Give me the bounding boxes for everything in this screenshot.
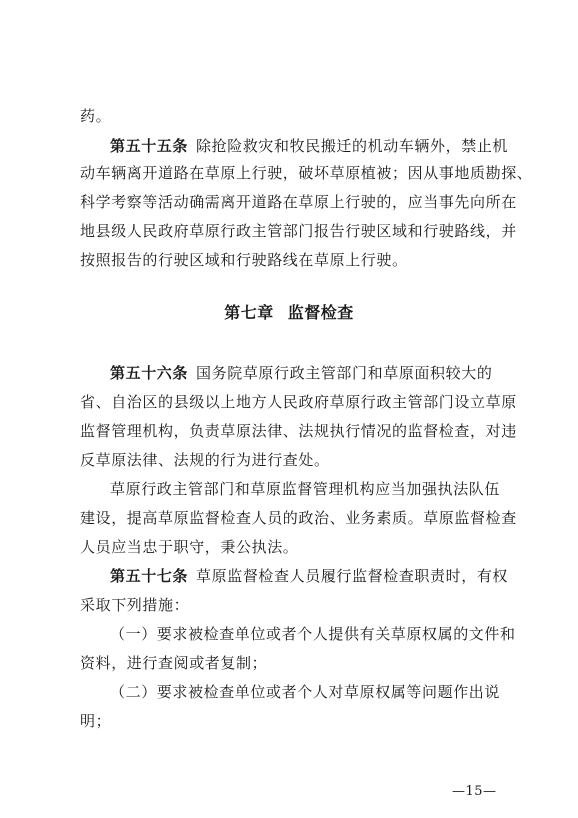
article-number: 第五十六条 [110, 364, 189, 382]
text-line: 建设，提高草原监督检查人员的政治、业务素质。草原监督检查 [80, 509, 517, 527]
page-number: —15— [452, 784, 497, 799]
text-line: 采取下列措施： [80, 596, 190, 614]
text-line: 按照报告的行驶区域和行驶路线在草原上行驶。 [80, 251, 408, 269]
text-line: 药。 [80, 107, 112, 125]
chapter-heading [0, 302, 578, 324]
text-line: 动车辆离开道路在草原上行驶，破坏草原植被；因从事地质勘探、 [80, 164, 533, 182]
text-line: （二）要求被检查单位或者个人对草原权属等问题作出说 [110, 683, 501, 701]
text-line [110, 363, 510, 383]
text-line: 人员应当忠于职守，秉公执法。 [80, 538, 299, 556]
text-line: 资料，进行查阅或者复制； [80, 654, 268, 672]
text-line: 地县级人民政府草原行政主管部门报告行驶区域和行驶路线，并 [80, 222, 517, 240]
text-line: 监督管理机构，负责草原法律、法规执行情况的监督检查，对违 [80, 422, 517, 440]
text-line: 反草原法律、法规的行为进行查处。 [80, 451, 330, 469]
text-line: （一）要求被检查单位或者个人提供有关草原权属的文件和 [110, 625, 516, 643]
text-line: 草原行政主管部门和草原监督管理机构应当加强执法队伍 [110, 480, 501, 498]
text-line: 省、自治区的县级以上地方人民政府草原行政主管部门设立草原 [80, 393, 517, 411]
chapter-number: 第七章 [224, 303, 274, 322]
text-line: 科学考察等活动确需离开道路在草原上行驶的，应当事先向所在 [80, 193, 517, 211]
text-line [110, 136, 510, 156]
article-number: 第五十五条 [110, 137, 189, 155]
article-text: 草原监督检查人员履行监督检查职责时，有权 [196, 567, 509, 585]
article-text: 除抢险救灾和牧民搬迁的机动车辆外，禁止机 [196, 137, 509, 155]
text-line: 明； [80, 712, 112, 730]
text-line [110, 566, 510, 586]
article-number: 第五十七条 [110, 567, 189, 585]
article-text: 国务院草原行政主管部门和草原面积较大的 [196, 364, 493, 382]
chapter-title: 监督检查 [287, 303, 354, 322]
